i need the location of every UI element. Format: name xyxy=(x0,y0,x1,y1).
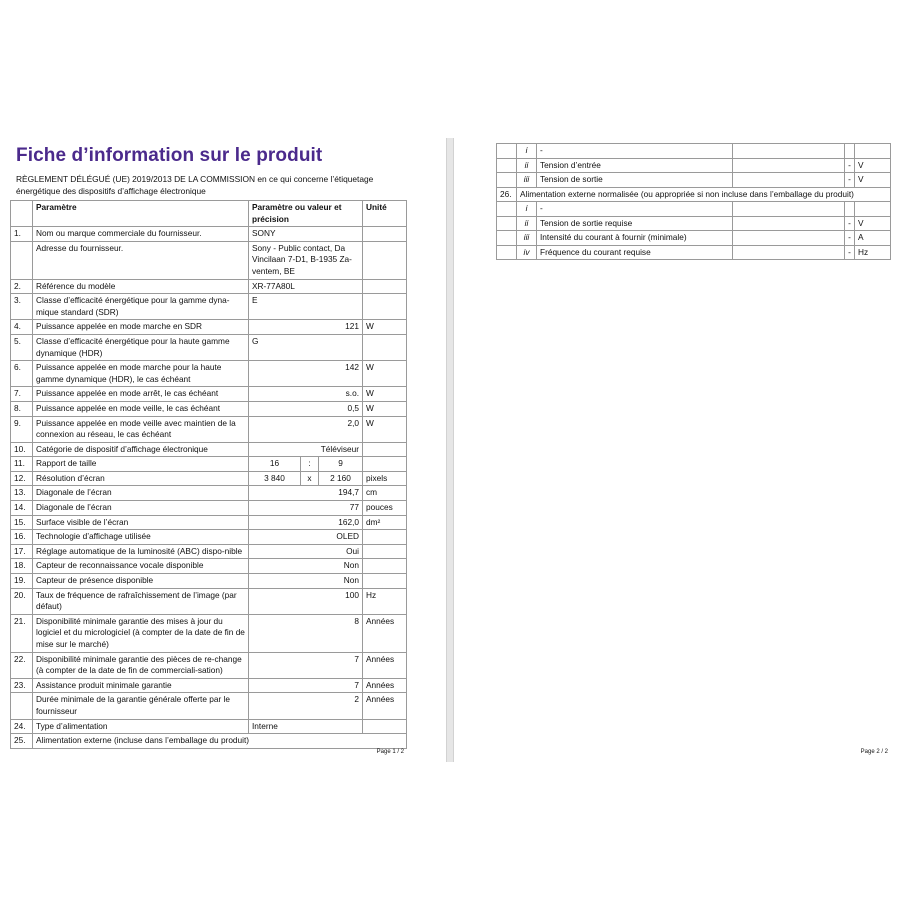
row-value: G xyxy=(249,334,363,360)
row-parameter: Taux de fréquence de rafraîchissement de l’image (par défaut) xyxy=(33,588,249,614)
row-value: 2 xyxy=(249,693,363,719)
row-value: 121 xyxy=(249,320,363,335)
row-unit xyxy=(363,241,407,279)
row-unit xyxy=(363,559,407,574)
page-separator xyxy=(446,138,454,762)
row-number xyxy=(497,202,517,217)
row-label: Tension de sortie xyxy=(537,173,733,188)
row-parameter: Puissance appelée en mode marche pour la haute gamme dynamique (HDR), le cas échéant xyxy=(33,361,249,387)
row-parameter: Durée minimale de la garantie générale offerte par le fournisseur xyxy=(33,693,249,719)
row-value xyxy=(845,202,855,217)
row-unit: Années xyxy=(363,693,407,719)
row-label: Alimentation externe normalisée (ou appropriée si non incluse dans l’emballage du produit) xyxy=(517,187,891,202)
row-unit xyxy=(363,442,407,457)
row-number: 16. xyxy=(11,530,33,545)
row-value: XR-77A80L xyxy=(249,279,363,294)
table-row xyxy=(11,559,407,574)
row-parameter: Réglage automatique de la luminosité (ABC) dispo-nible xyxy=(33,544,249,559)
table-row xyxy=(497,216,891,231)
row-parameter: Disponibilité minimale garantie des mises à jour du logiciel et du micrologiciel (à compter de la date de fin de mise sur le marché) xyxy=(33,614,249,652)
row-parameter: Puissance appelée en mode arrêt, le cas échéant xyxy=(33,387,249,402)
row-number xyxy=(497,158,517,173)
row-spacer xyxy=(733,158,845,173)
row-number: 24. xyxy=(11,719,33,734)
regulation-subtitle: RÈGLEMENT DÉLÉGUÉ (UE) 2019/2013 DE LA COMMISSION en ce qui concerne l’étiquetage énergétique des dispositifs d’affichage électronique xyxy=(16,174,374,196)
row-value: 8 xyxy=(249,614,363,652)
row-parameter: Puissance appelée en mode veille, le cas échéant xyxy=(33,401,249,416)
row-value: Non xyxy=(249,559,363,574)
row-value: 77 xyxy=(249,501,363,516)
page-number: Page 2 / 2 xyxy=(860,749,888,755)
row-number xyxy=(11,693,33,719)
row-value-second: 9 xyxy=(319,457,363,472)
table-row xyxy=(11,294,407,320)
row-unit xyxy=(363,544,407,559)
table-row xyxy=(11,614,407,652)
row-unit xyxy=(363,279,407,294)
row-value: Sony - Public contact, Da Vincilaan 7-D1, B-1935 Za-ventem, BE xyxy=(249,241,363,279)
row-parameter: Diagonale de l’écran xyxy=(33,501,249,516)
row-value: SONY xyxy=(249,227,363,242)
row-number: 7. xyxy=(11,387,33,402)
table-row xyxy=(11,334,407,360)
row-parameter: Capteur de présence disponible xyxy=(33,574,249,589)
row-unit: W xyxy=(363,361,407,387)
page-number: Page 1 / 2 xyxy=(376,749,404,755)
row-roman-index: i xyxy=(517,202,537,217)
row-number xyxy=(11,241,33,279)
table-row xyxy=(11,501,407,516)
table-row xyxy=(11,544,407,559)
row-unit: dm² xyxy=(363,515,407,530)
row-value: - xyxy=(845,173,855,188)
row-spacer xyxy=(733,202,845,217)
row-number xyxy=(497,245,517,260)
row-value: 2,0 xyxy=(249,416,363,442)
row-number: 4. xyxy=(11,320,33,335)
row-spacer xyxy=(733,216,845,231)
table-row xyxy=(11,574,407,589)
row-number: 21. xyxy=(11,614,33,652)
row-value: 7 xyxy=(249,678,363,693)
row-roman-index: iv xyxy=(517,245,537,260)
row-number: 12. xyxy=(11,471,33,486)
row-value-separator: : xyxy=(301,457,319,472)
header-param: Paramètre xyxy=(33,201,249,227)
row-value-first: 16 xyxy=(249,457,301,472)
table-row xyxy=(11,279,407,294)
row-spacer xyxy=(733,144,845,159)
row-number: 22. xyxy=(11,652,33,678)
row-label: Tension de sortie requise xyxy=(537,216,733,231)
table-row xyxy=(11,442,407,457)
row-parameter: Classe d’efficacité énergétique pour la haute gamme dynamique (HDR) xyxy=(33,334,249,360)
row-label: Intensité du courant à fournir (minimale) xyxy=(537,231,733,246)
row-unit xyxy=(363,294,407,320)
header-value: Paramètre ou valeur et précision xyxy=(249,201,363,227)
row-number: 14. xyxy=(11,501,33,516)
row-parameter: Nom ou marque commerciale du fournisseur. xyxy=(33,227,249,242)
table-row xyxy=(11,401,407,416)
row-unit: Hz xyxy=(363,588,407,614)
row-roman-index: i xyxy=(517,144,537,159)
row-value: E xyxy=(249,294,363,320)
table-header-row xyxy=(11,201,407,227)
row-unit xyxy=(363,530,407,545)
row-value: - xyxy=(845,245,855,260)
row-unit xyxy=(363,334,407,360)
table-row xyxy=(11,471,407,486)
row-unit: Hz xyxy=(855,245,891,260)
table-row xyxy=(11,515,407,530)
external-power-table-body xyxy=(497,144,891,260)
row-label: Tension d’entrée xyxy=(537,158,733,173)
table-row xyxy=(11,530,407,545)
row-number: 23. xyxy=(11,678,33,693)
table-row xyxy=(11,588,407,614)
row-parameter: Alimentation externe (incluse dans l’emballage du produit) xyxy=(33,734,407,749)
row-number: 17. xyxy=(11,544,33,559)
row-parameter: Résolution d’écran xyxy=(33,471,249,486)
table-row xyxy=(11,457,407,472)
row-unit xyxy=(363,574,407,589)
row-parameter: Diagonale de l’écran xyxy=(33,486,249,501)
row-number: 11. xyxy=(11,457,33,472)
row-value: - xyxy=(845,231,855,246)
row-value: s.o. xyxy=(249,387,363,402)
row-number: 6. xyxy=(11,361,33,387)
row-number xyxy=(497,144,517,159)
table-row xyxy=(497,202,891,217)
row-unit xyxy=(363,227,407,242)
row-unit: V xyxy=(855,158,891,173)
row-unit: pixels xyxy=(363,471,407,486)
row-number: 3. xyxy=(11,294,33,320)
row-unit: V xyxy=(855,173,891,188)
row-unit: pouces xyxy=(363,501,407,516)
row-value: 194,7 xyxy=(249,486,363,501)
row-parameter: Puissance appelée en mode marche en SDR xyxy=(33,320,249,335)
row-spacer xyxy=(733,173,845,188)
product-info-table-body xyxy=(11,201,407,749)
row-unit: W xyxy=(363,387,407,402)
row-parameter: Puissance appelée en mode veille avec maintien de la connexion au réseau, le cas échéant xyxy=(33,416,249,442)
row-number: 13. xyxy=(11,486,33,501)
row-number xyxy=(497,216,517,231)
row-number: 20. xyxy=(11,588,33,614)
row-number: 5. xyxy=(11,334,33,360)
row-roman-index: ii xyxy=(517,158,537,173)
row-number: 10. xyxy=(11,442,33,457)
row-value-first: 3 840 xyxy=(249,471,301,486)
row-number xyxy=(497,231,517,246)
row-number: 19. xyxy=(11,574,33,589)
row-unit: V xyxy=(855,216,891,231)
row-unit: cm xyxy=(363,486,407,501)
row-spacer xyxy=(733,231,845,246)
table-row xyxy=(497,187,891,202)
row-parameter: Type d’alimentation xyxy=(33,719,249,734)
row-value: Interne xyxy=(249,719,363,734)
row-unit: W xyxy=(363,416,407,442)
header-unit: Unité xyxy=(363,201,407,227)
row-number: 25. xyxy=(11,734,33,749)
row-roman-index: ii xyxy=(517,216,537,231)
row-unit: W xyxy=(363,401,407,416)
row-unit xyxy=(855,202,891,217)
table-row xyxy=(11,486,407,501)
row-spacer xyxy=(733,245,845,260)
row-parameter: Référence du modèle xyxy=(33,279,249,294)
table-row xyxy=(497,231,891,246)
table-row xyxy=(11,241,407,279)
row-value: - xyxy=(845,158,855,173)
table-row xyxy=(11,416,407,442)
row-value: 0,5 xyxy=(249,401,363,416)
table-row xyxy=(11,387,407,402)
table-row xyxy=(497,173,891,188)
row-parameter: Technologie d’affichage utilisée xyxy=(33,530,249,545)
row-number: 2. xyxy=(11,279,33,294)
row-value-second: 2 160 xyxy=(319,471,363,486)
table-row xyxy=(11,652,407,678)
row-parameter: Adresse du fournisseur. xyxy=(33,241,249,279)
table-row xyxy=(497,245,891,260)
table-row xyxy=(11,361,407,387)
row-value-separator: x xyxy=(301,471,319,486)
row-value: 162,0 xyxy=(249,515,363,530)
row-unit xyxy=(855,144,891,159)
row-value: Téléviseur xyxy=(249,442,363,457)
row-number xyxy=(497,173,517,188)
row-parameter: Disponibilité minimale garantie des pièces de re-change (à compter de la date de fin de commerciali-sation) xyxy=(33,652,249,678)
row-value xyxy=(845,144,855,159)
product-info-table xyxy=(10,200,407,749)
row-unit: A xyxy=(855,231,891,246)
document-page-1 xyxy=(10,143,406,755)
table-row xyxy=(11,320,407,335)
row-unit: Années xyxy=(363,614,407,652)
table-row xyxy=(11,734,407,749)
row-unit xyxy=(363,457,407,472)
table-row xyxy=(11,227,407,242)
row-unit: Années xyxy=(363,678,407,693)
page-title: Fiche d’information sur le produit xyxy=(16,145,323,166)
table-row xyxy=(11,693,407,719)
row-parameter: Catégorie de dispositif d’affichage électronique xyxy=(33,442,249,457)
row-value: OLED xyxy=(249,530,363,545)
row-value: 7 xyxy=(249,652,363,678)
row-roman-index: iii xyxy=(517,173,537,188)
row-parameter: Assistance produit minimale garantie xyxy=(33,678,249,693)
row-label: Fréquence du courant requise xyxy=(537,245,733,260)
row-number: 9. xyxy=(11,416,33,442)
row-number: 1. xyxy=(11,227,33,242)
row-unit xyxy=(363,719,407,734)
row-parameter: Capteur de reconnaissance vocale disponible xyxy=(33,559,249,574)
row-label: - xyxy=(537,202,733,217)
document-page-2 xyxy=(492,143,890,755)
row-value: 142 xyxy=(249,361,363,387)
row-label: - xyxy=(537,144,733,159)
row-unit: Années xyxy=(363,652,407,678)
row-number: 8. xyxy=(11,401,33,416)
row-value: 100 xyxy=(249,588,363,614)
row-number: 18. xyxy=(11,559,33,574)
row-value: Oui xyxy=(249,544,363,559)
row-parameter: Classe d’efficacité énergétique pour la gamme dyna-mique standard (SDR) xyxy=(33,294,249,320)
external-power-table xyxy=(496,143,891,260)
row-unit: W xyxy=(363,320,407,335)
row-value: Non xyxy=(249,574,363,589)
row-parameter: Surface visible de l’écran xyxy=(33,515,249,530)
table-row xyxy=(11,719,407,734)
row-value: - xyxy=(845,216,855,231)
table-row xyxy=(497,144,891,159)
table-row xyxy=(497,158,891,173)
row-number: 15. xyxy=(11,515,33,530)
row-roman-index: iii xyxy=(517,231,537,246)
row-parameter: Rapport de taille xyxy=(33,457,249,472)
table-row xyxy=(11,678,407,693)
row-number: 26. xyxy=(497,187,517,202)
